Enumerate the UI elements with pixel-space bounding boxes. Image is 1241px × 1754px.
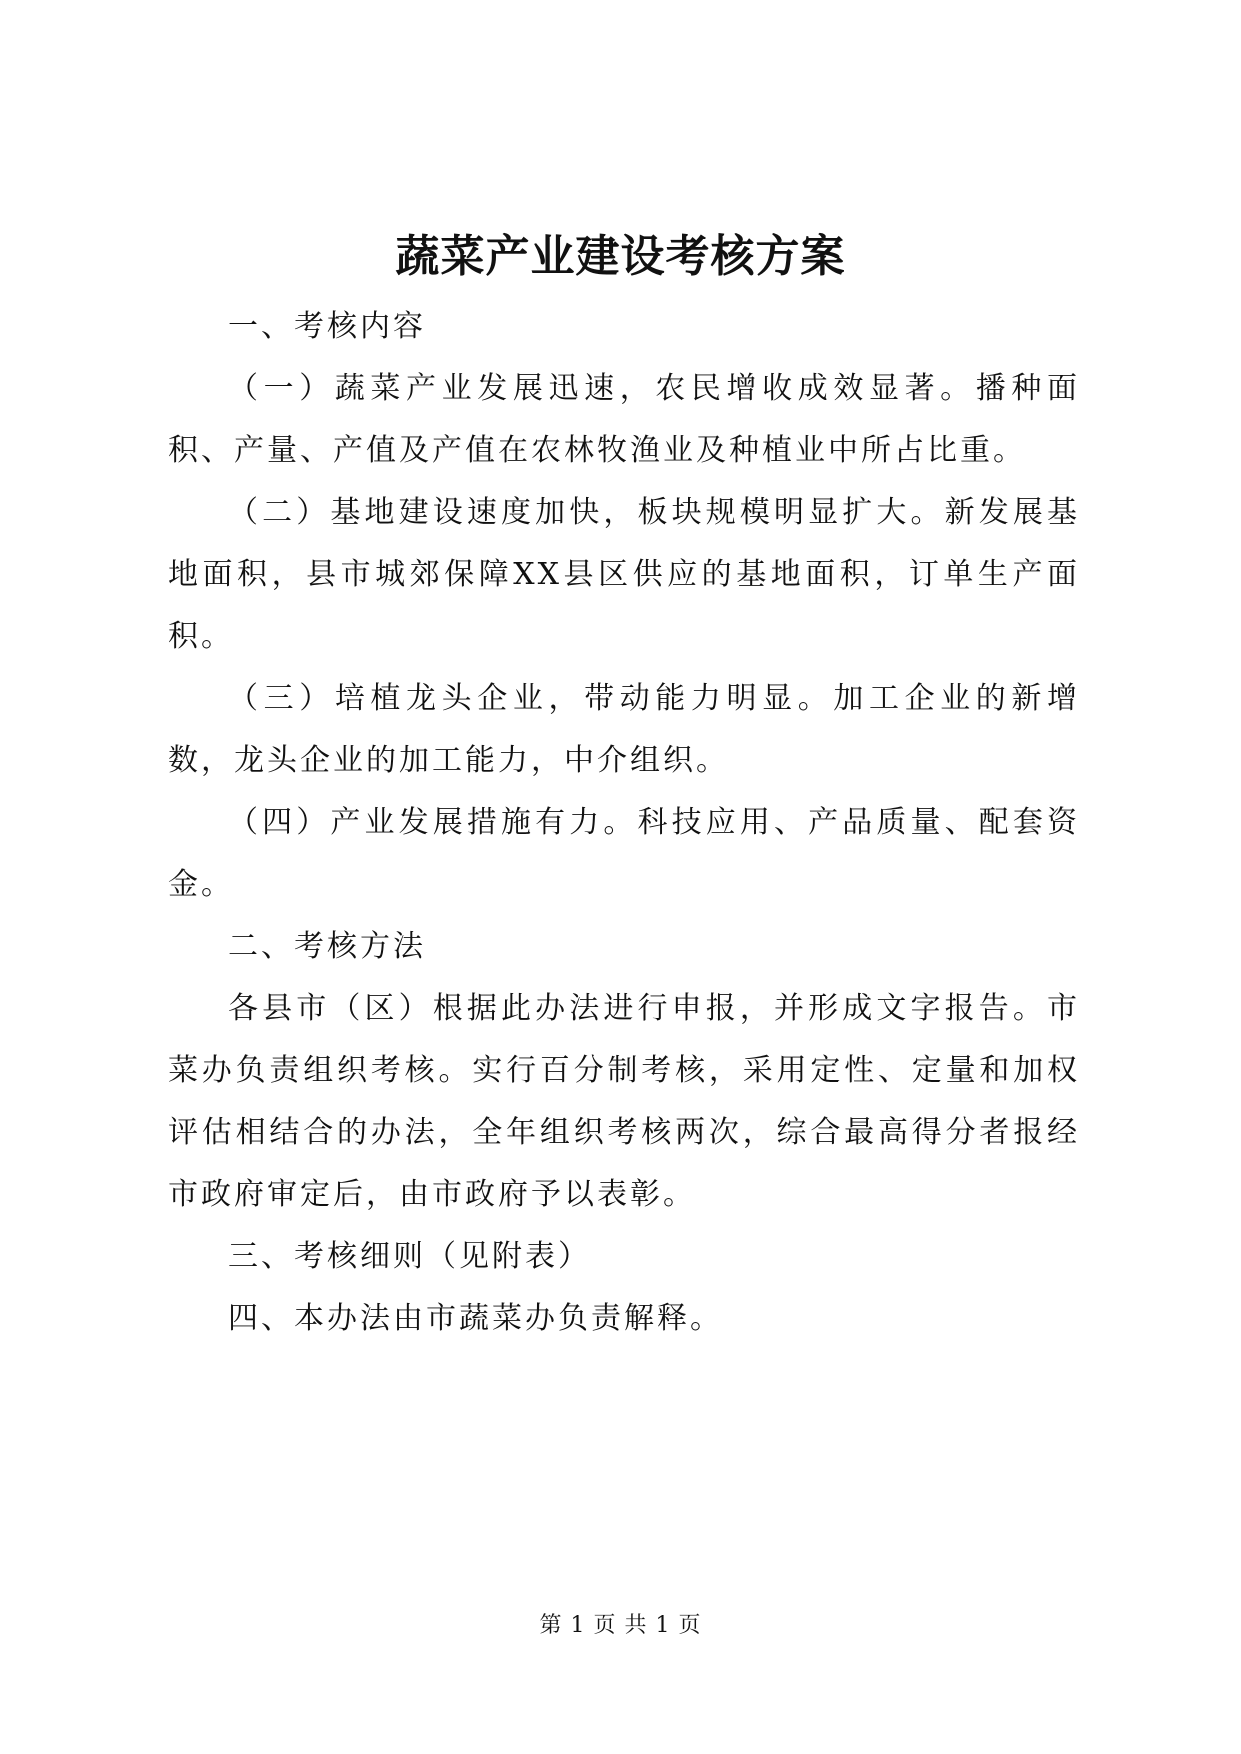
paragraph-item-4: （四）产业发展措施有力。科技应用、产品质量、配套资金。 xyxy=(168,805,1080,902)
section-heading-method: 二、考核方法 xyxy=(228,929,426,964)
paragraph-item-2: （二）基地建设速度加快，板块规模明显扩大。新发展基地面积，县市城郊保障XX县区供应的基地面积，订单生产面积。 xyxy=(168,495,1080,654)
section-heading-content: 一、考核内容 xyxy=(228,309,426,344)
document-body xyxy=(168,296,1080,1350)
paragraph-method: 各县市（区）根据此办法进行申报，并形成文字报告。市菜办负责组织考核。实行百分制考核，采用定性、定量和加权评估相结合的办法，全年组织考核两次，综合最高得分者报经市政府审定后，由市政府予以表彰。 xyxy=(168,991,1080,1212)
section-heading-details: 三、考核细则（见附表） xyxy=(228,1239,591,1274)
section-heading-interpretation: 四、本办法由市蔬菜办负责解释。 xyxy=(228,1301,723,1336)
page-footer: 第 1 页 共 1 页 xyxy=(539,1613,702,1638)
paragraph-item-1: （一）蔬菜产业发展迅速，农民增收成效显著。播种面积、产量、产值及产值在农林牧渔业及种植业中所占比重。 xyxy=(168,371,1080,468)
document-title: 蔬菜产业建设考核方案 xyxy=(395,231,846,282)
paragraph-item-3: （三）培植龙头企业，带动能力明显。加工企业的新增数，龙头企业的加工能力，中介组织。 xyxy=(168,681,1080,778)
